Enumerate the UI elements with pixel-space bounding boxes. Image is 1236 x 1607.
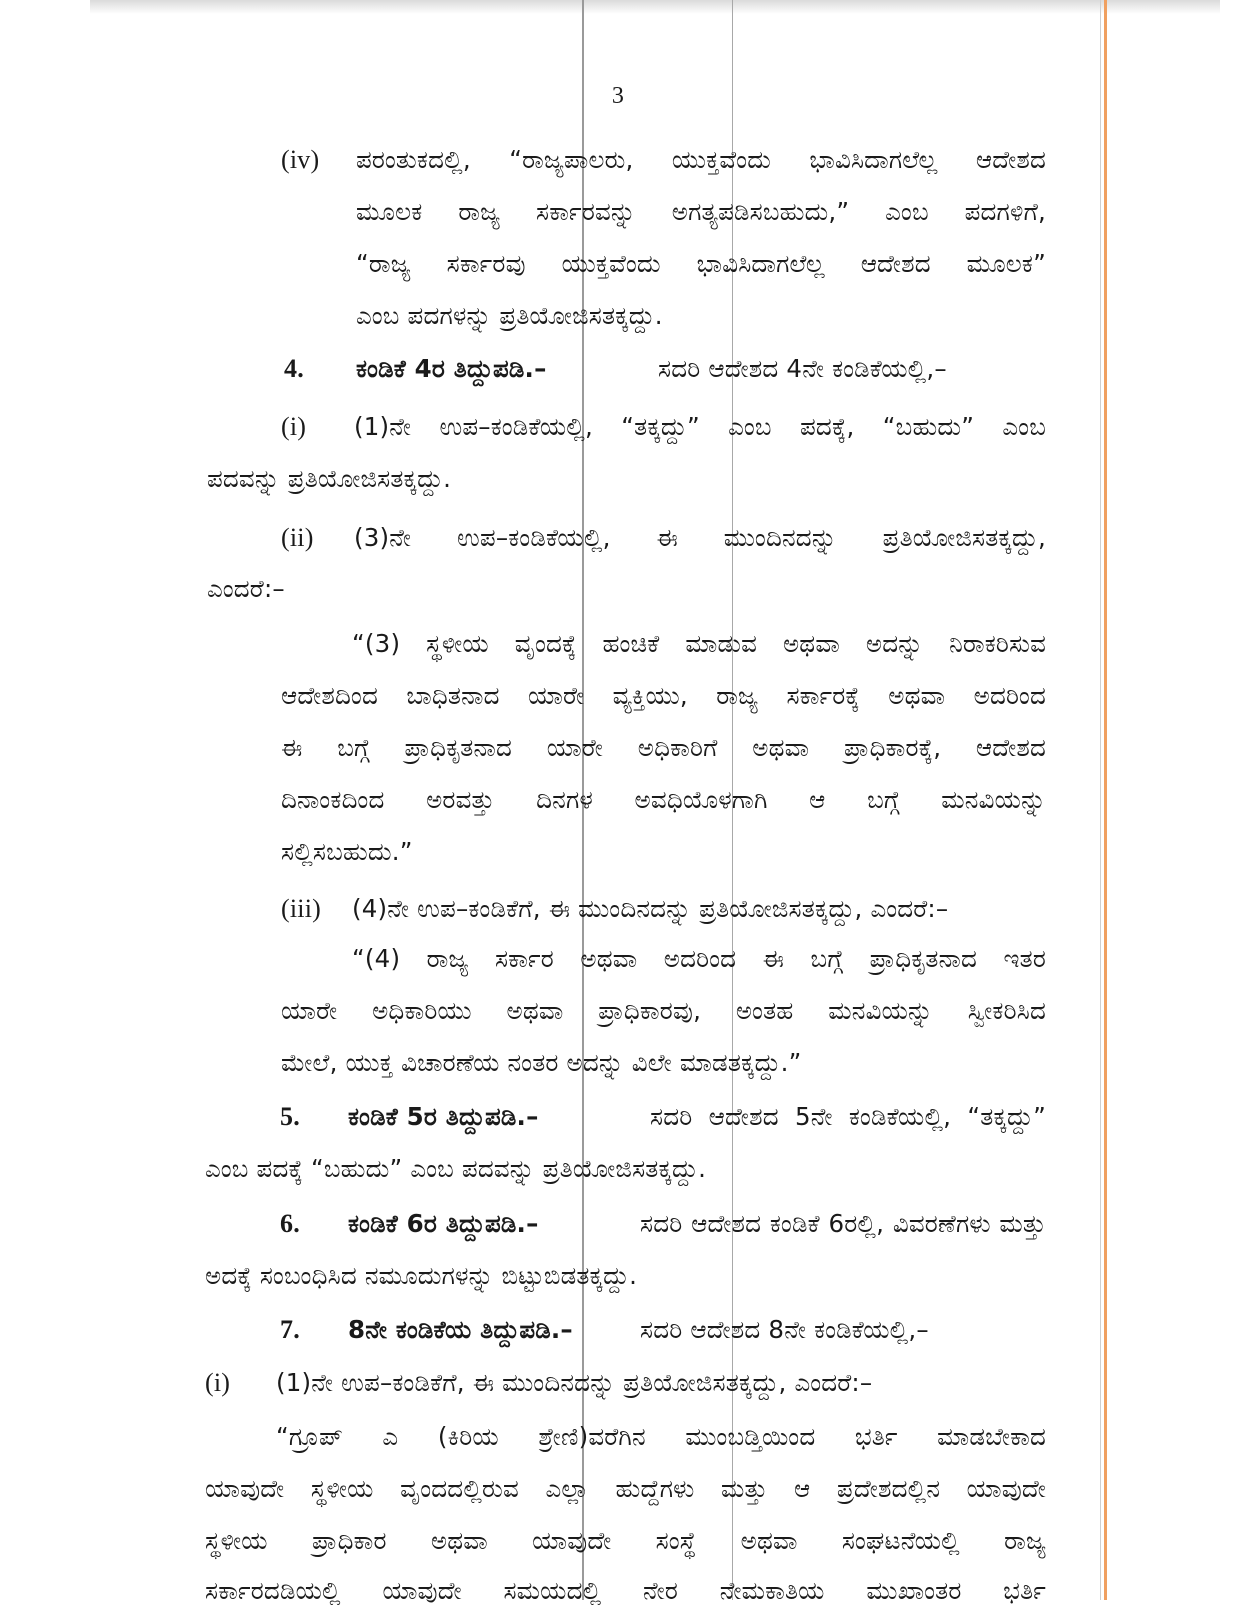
text-line: (3)ನೇ ಉಪ–ಕಂಡಿಕೆಯಲ್ಲಿ, ಈ ಮುಂದಿನದನ್ನು ಪ್ರತಿಯೋಜಿಸತಕ್ಕದ್ದು, [354,523,1046,552]
text-line: ಸದರಿ ಆದೇಶದ 8ನೇ ಕಂಡಿಕೆಯಲ್ಲಿ,– [640,1315,929,1344]
text-line: “ರಾಜ್ಯ ಸರ್ಕಾರವು ಯುಕ್ತವೆಂದು ಭಾವಿಸಿದಾಗಲೆಲ್ಲ ಆದೇಶದ ಮೂಲಕ” [356,249,1046,278]
quote-line: “(3) ಸ್ಥಳೀಯ ವೃಂದಕ್ಕೆ ಹಂಚಿಕೆ ಮಾಡುವ ಅಥವಾ ಅದನ್ನು ನಿರಾಕರಿಸುವ [352,629,1046,658]
page-number: 3 [611,83,625,109]
section-heading: 8ನೇ ಕಂಡಿಕೆಯ ತಿದ್ದುಪಡಿ.– [348,1315,573,1344]
quote-line: “ಗ್ರೂಪ್ ಎ (ಕಿರಿಯ ಶ್ರೇಣಿ)ವರೆಗಿನ ಮುಂಬಡ್ತಿಯಿಂದ ಭರ್ತಿ ಮಾಡಬೇಕಾದ [276,1422,1046,1451]
text-line: ಪದವನ್ನು ಪ್ರತಿಯೋಜಿಸತಕ್ಕದ್ದು. [207,464,452,493]
quote-line: ಮೇಲೆ, ಯುಕ್ತ ವಿಚಾರಣೆಯ ನಂತರ ಅದನ್ನು ವಿಲೇ ಮಾಡತಕ್ಕದ್ದು.” [281,1048,802,1077]
text-line: (1)ನೇ ಉಪ–ಕಂಡಿಕೆಗೆ, ಈ ಮುಂದಿನದನ್ನು ಪ್ರತಿಯೋಜಿಸತಕ್ಕದ್ದು, ಎಂದರೆ:– [276,1368,873,1397]
section-heading: ಕಂಡಿಕೆ 5ರ ತಿದ್ದುಪಡಿ.– [348,1102,539,1131]
quote-line: “(4) ರಾಜ್ಯ ಸರ್ಕಾರ ಅಥವಾ ಅದರಿಂದ ಈ ಬಗ್ಗೆ ಪ್ರಾಧಿಕೃತನಾದ ಇತರ [352,944,1046,973]
section-heading: ಕಂಡಿಕೆ 6ರ ತಿದ್ದುಪಡಿ.– [348,1209,539,1238]
text-line: ಸದರಿ ಆದೇಶದ ಕಂಡಿಕೆ 6ರಲ್ಲಿ, ವಿವರಣೆಗಳು ಮತ್ತು [640,1209,1046,1238]
clause-label: (i) [205,1368,231,1397]
text-line: (1)ನೇ ಉಪ–ಕಂಡಿಕೆಯಲ್ಲಿ, “ತಕ್ಕದ್ದು” ಎಂಬ ಪದಕ್ಕೆ, “ಬಹುದು” ಎಂಬ [354,412,1046,441]
text-line: (4)ನೇ ಉಪ–ಕಂಡಿಕೆಗೆ, ಈ ಮುಂದಿನದನ್ನು ಪ್ರತಿಯೋಜಿಸತಕ್ಕದ್ದು, ಎಂದರೆ:– [352,894,949,923]
text-line: ಎಂದರೆ:– [207,574,285,603]
scan-edge-line [1100,0,1101,1600]
section-number: 4. [284,354,304,383]
quote-line: ಆದೇಶದಿಂದ ಬಾಧಿತನಾದ ಯಾರೇ ವ್ಯಕ್ತಿಯು, ರಾಜ್ಯ ಸರ್ಕಾರಕ್ಕೆ ಅಥವಾ ಅದರಿಂದ [281,681,1046,710]
clause-label: (ii) [281,523,314,552]
section-number: 7. [280,1315,300,1344]
text-line: ಎಂಬ ಪದಕ್ಕೆ “ಬಹುದು” ಎಂಬ ಪದವನ್ನು ಪ್ರತಿಯೋಜಿಸತಕ್ಕದ್ದು. [205,1154,707,1183]
section-number: 5. [280,1102,300,1131]
quote-line: ಸ್ಥಳೀಯ ಪ್ರಾಧಿಕಾರ ಅಥವಾ ಯಾವುದೇ ಸಂಸ್ಥೆ ಅಥವಾ ಸಂಘಟನೆಯಲ್ಲಿ ರಾಜ್ಯ [205,1526,1046,1555]
quote-line: ಸಲ್ಲಿಸಬಹುದು.” [281,837,413,866]
text-line: ಅದಕ್ಕೆ ಸಂಬಂಧಿಸಿದ ನಮೂದುಗಳನ್ನು ಬಿಟ್ಟುಬಿಡತಕ್ಕದ್ದು. [205,1261,638,1290]
quote-line: ಸರ್ಕಾರದಡಿಯಲ್ಲಿ ಯಾವುದೇ ಸಮಯದಲ್ಲಿ ನೇರ ನೇಮಕಾತಿಯ ಮುಖಾಂತರ ಭರ್ತಿ [205,1576,1046,1605]
quote-line: ಯಾವುದೇ ಸ್ಥಳೀಯ ವೃಂದದಲ್ಲಿರುವ ಎಲ್ಲಾ ಹುದ್ದೆಗಳು ಮತ್ತು ಆ ಪ್ರದೇಶದಲ್ಲಿನ ಯಾವುದೇ [205,1474,1046,1503]
quote-line: ಈ ಬಗ್ಗೆ ಪ್ರಾಧಿಕೃತನಾದ ಯಾರೇ ಅಧಿಕಾರಿಗೆ ಅಥವಾ ಪ್ರಾಧಿಕಾರಕ್ಕೆ, ಆದೇಶದ [281,733,1046,762]
section-number: 6. [280,1209,300,1238]
text-line: ಸದರಿ ಆದೇಶದ 5ನೇ ಕಂಡಿಕೆಯಲ್ಲಿ, “ತಕ್ಕದ್ದು” [650,1102,1046,1131]
scan-top-smudge [90,0,1220,14]
quote-line: ಯಾರೇ ಅಧಿಕಾರಿಯು ಅಥವಾ ಪ್ರಾಧಿಕಾರವು, ಅಂತಹ ಮನವಿಯನ್ನು ಸ್ವೀಕರಿಸಿದ [281,996,1046,1025]
text-line: ಮೂಲಕ ರಾಜ್ಯ ಸರ್ಕಾರವನ್ನು ಅಗತ್ಯಪಡಿಸಬಹುದು,” ಎಂಬ ಪದಗಳಿಗೆ, [356,197,1046,226]
text-line: ಎಂಬ ಪದಗಳನ್ನು ಪ್ರತಿಯೋಜಿಸತಕ್ಕದ್ದು. [356,301,663,330]
clause-label: (iv) [281,145,320,174]
clause-label: (i) [281,412,307,441]
quote-line: ದಿನಾಂಕದಿಂದ ಅರವತ್ತು ದಿನಗಳ ಅವಧಿಯೊಳಗಾಗಿ ಆ ಬಗ್ಗೆ ಮನವಿಯನ್ನು [281,785,1046,814]
clause-label: (iii) [281,894,321,923]
orange-margin-rule [1104,0,1107,1600]
text-line: ಸದರಿ ಆದೇಶದ 4ನೇ ಕಂಡಿಕೆಯಲ್ಲಿ,– [658,354,947,383]
section-heading: ಕಂಡಿಕೆ 4ರ ತಿದ್ದುಪಡಿ.– [356,354,547,383]
text-line: ಪರಂತುಕದಲ್ಲಿ, “ರಾಜ್ಯಪಾಲರು, ಯುಕ್ತವೆಂದು ಭಾವಿಸಿದಾಗಲೆಲ್ಲ ಆದೇಶದ [356,145,1046,174]
